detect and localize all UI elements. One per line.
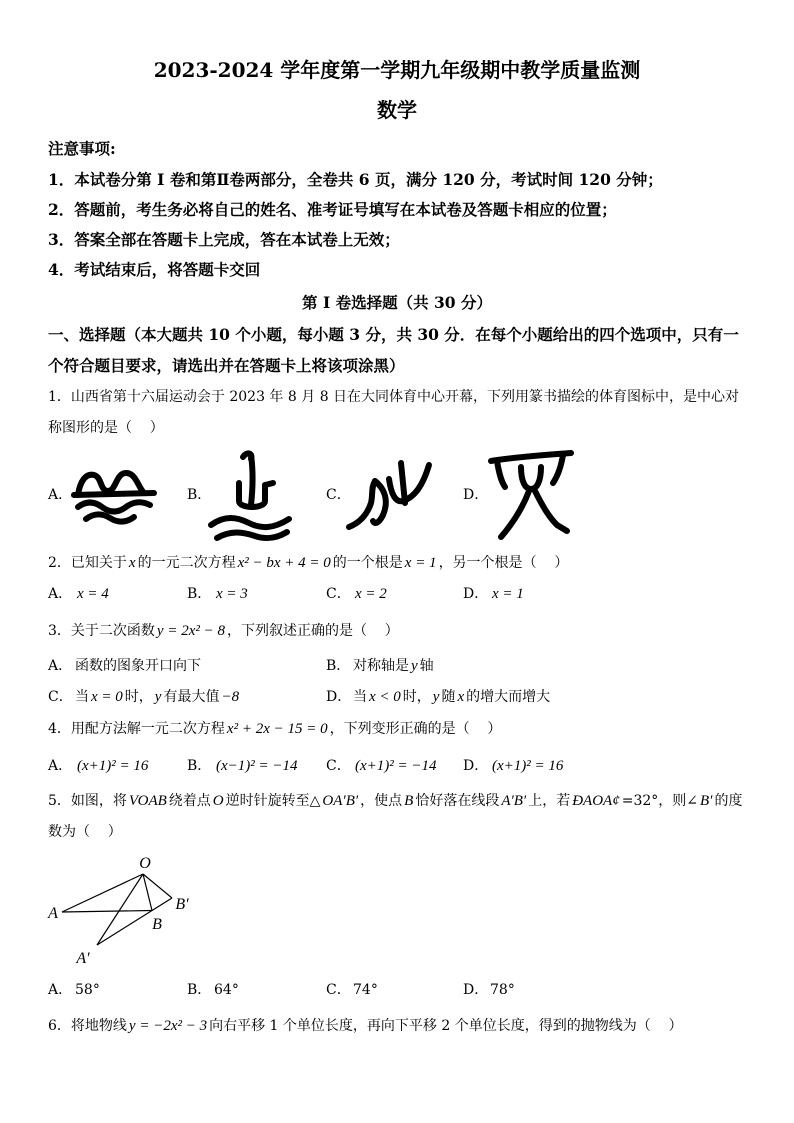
option-label: D． <box>326 689 352 705</box>
subject-title: 数学 <box>377 98 417 122</box>
option-label: A． <box>48 658 73 674</box>
option-content <box>75 982 100 998</box>
question-6-stem <box>48 1011 748 1042</box>
seal-swimming-icon <box>70 445 160 545</box>
seal-weightlifting-icon <box>485 445 575 545</box>
option-label: C． <box>326 487 351 503</box>
math-expression: (x+1)² = 16 <box>492 758 564 774</box>
question-4-option-d <box>463 751 565 782</box>
question-3-option-c <box>48 682 241 713</box>
question-3-option-d <box>326 682 550 713</box>
option-label: A． <box>48 982 73 998</box>
math-expression: VOAB <box>128 793 167 809</box>
question-4-stem <box>48 714 748 745</box>
option-content <box>353 658 434 674</box>
math-expression: x = 0 <box>91 689 123 705</box>
math-expression: x = 3 <box>216 586 248 602</box>
question-2-stem <box>48 548 748 579</box>
option-content <box>214 758 300 774</box>
math-expression: y = −2x² − 3 <box>128 1018 208 1034</box>
text-segment: ，下列变形正确的是 <box>329 721 456 737</box>
answer-blank: （ ） <box>455 721 502 737</box>
question-5-stem <box>48 786 748 848</box>
seal-rowing-icon <box>205 445 295 545</box>
text-segment: 轴 <box>419 658 434 674</box>
question-4-option-c <box>326 751 439 782</box>
text-segment: 逆时针旋转至△ <box>225 793 321 809</box>
math-expression: A′B′ <box>501 793 527 809</box>
math-expression: x <box>128 555 136 571</box>
option-label: C． <box>326 982 351 998</box>
text-segment: 5．如图，将 <box>48 793 127 809</box>
option-content <box>75 586 111 602</box>
label-b: B <box>152 916 162 933</box>
question-5-option-d <box>463 975 515 1006</box>
option-label: B． <box>187 758 212 774</box>
option-content <box>353 982 378 998</box>
option-content <box>353 586 389 602</box>
text-segment: 的度数为 <box>48 793 743 840</box>
notice-item-2: 2．答题前，考生务必将自己的姓名、准考证号填写在本试卷及答题卡相应的位置； <box>48 200 617 219</box>
math-expression: B′ <box>700 793 713 809</box>
text-segment: 对称轴是 <box>353 658 409 674</box>
section-title: 第 I 卷选择题（共 30 分） <box>302 293 492 312</box>
text-segment: 恰好落在线段 <box>415 793 500 809</box>
question-5-option-a <box>48 975 100 1006</box>
question-3-option-b <box>326 651 434 682</box>
math-expression: (x+1)² = −14 <box>355 758 437 774</box>
label-a-prime: A′ <box>76 950 90 967</box>
option-label: A． <box>48 487 73 503</box>
math-expression: B <box>404 793 414 809</box>
option-content <box>490 982 515 998</box>
text-segment: ，使点 <box>360 793 403 809</box>
option-content <box>490 586 526 602</box>
question-3-option-a <box>48 651 201 682</box>
math-expression: x = 2 <box>355 586 387 602</box>
math-expression: x = 4 <box>77 586 109 602</box>
exam-title: 2023-2024 学年度第一学期九年级期中教学质量监测 <box>153 58 641 82</box>
text-segment: 4．用配方法解一元二次方程 <box>48 721 225 737</box>
notice-item-1: 1．本试卷分第 I 卷和第Ⅱ卷两部分，全卷共 6 页，满分 120 分，考试时间 120 分钟； <box>48 170 663 189</box>
text-segment: 的一元二次方程 <box>137 555 236 571</box>
notice-item-4: 4．考试结束后，将答题卡交回 <box>48 260 261 279</box>
label-a: A <box>48 905 58 922</box>
question-2-option-a <box>48 579 111 610</box>
math-expression: OA′B′ <box>322 793 359 809</box>
text-segment: 函数的图象开口向下 <box>75 658 201 674</box>
answer-blank: （ ） <box>352 623 399 639</box>
math-expression: y = 2x² − 8 <box>156 623 225 639</box>
text-segment: 78° <box>490 982 515 998</box>
label-o: O <box>139 855 151 872</box>
question-3-stem <box>48 616 748 647</box>
text-segment: 绕着点 <box>168 793 211 809</box>
option-content <box>75 758 150 774</box>
text-segment: 74° <box>353 982 378 998</box>
text-segment: 随 <box>441 689 456 705</box>
option-content <box>490 758 565 774</box>
answer-blank: （ ） <box>118 420 164 436</box>
option-label: C． <box>326 586 351 602</box>
answer-blank: （ ） <box>636 1018 683 1034</box>
text-segment: 58° <box>75 982 100 998</box>
option-content <box>75 689 241 705</box>
text-segment: 的一个根是 <box>332 555 403 571</box>
text-segment: 时， <box>402 689 431 705</box>
option-label: D． <box>463 487 489 503</box>
segment-ob <box>143 874 152 911</box>
notice-heading: 注意事项: <box>48 139 116 158</box>
math-expression: (x+1)² = 16 <box>77 758 149 774</box>
option-label: A． <box>48 586 73 602</box>
question-4-option-a <box>48 751 150 782</box>
option-label: D． <box>463 586 489 602</box>
text-segment: 向右平移 1 个单位长度，再向下平移 2 个单位长度，得到的抛物线为 <box>209 1018 637 1034</box>
option-label: D． <box>463 982 489 998</box>
question-2-option-b <box>187 579 250 610</box>
text-segment: 当 <box>353 689 367 705</box>
question-2-option-d <box>463 579 526 610</box>
segment-ab <box>62 911 152 913</box>
question-4-option-b <box>187 751 300 782</box>
option-label: B． <box>187 982 212 998</box>
math-expression: x = 1 <box>404 555 437 571</box>
answer-blank: （ ） <box>76 824 122 840</box>
text-segment: =32°，则∠ <box>621 793 698 809</box>
question-5-option-c <box>326 975 378 1006</box>
label-b-prime: B′ <box>175 896 189 913</box>
math-expression: −8 <box>221 689 240 705</box>
option-label: B． <box>187 487 212 503</box>
text-segment: 有最大值 <box>163 689 220 705</box>
option-label: D． <box>463 758 489 774</box>
math-expression: x <box>457 689 465 705</box>
option-label: C． <box>48 689 73 705</box>
question-1-stem <box>48 382 748 444</box>
option-content <box>214 982 239 998</box>
text-segment: 当 <box>75 689 89 705</box>
seal-running-icon <box>345 445 435 545</box>
text-segment: 时， <box>124 689 153 705</box>
math-expression: y <box>411 658 418 674</box>
math-expression: x = 1 <box>492 586 524 602</box>
text-segment: 2．已知关于 <box>48 555 127 571</box>
text-segment: ，下列叙述正确的是 <box>226 623 353 639</box>
text-segment: 64° <box>214 982 239 998</box>
question-2-option-c <box>326 579 389 610</box>
option-label: C． <box>326 758 351 774</box>
text-segment: 上，若 <box>528 793 571 809</box>
text-segment: 6．将地物线 <box>48 1018 127 1034</box>
notice-item-3: 3．答案全部在答题卡上完成，答在本试卷上无效； <box>48 230 400 249</box>
question-5-option-b <box>187 975 239 1006</box>
text-segment: 1．山西省第十六届运动会于 2023 年 8 月 8 日在大同体育中心开幕，下列用篆书描绘的体育图标中，是中心对称图形的是 <box>48 389 740 436</box>
text-segment: ，另一个根是 <box>438 555 523 571</box>
segment-ob-prime <box>143 874 172 898</box>
option-content <box>214 586 250 602</box>
rotation-figure <box>40 850 200 975</box>
option-content <box>353 689 550 705</box>
option-content <box>353 758 439 774</box>
math-expression: y <box>432 689 440 705</box>
option-content <box>75 658 201 674</box>
math-expression: x² − bx + 4 = 0 <box>237 555 331 571</box>
option-label: B． <box>187 586 212 602</box>
math-expression: x² + 2x − 15 = 0 <box>226 721 328 737</box>
option-label: A． <box>48 758 73 774</box>
math-expression: x < 0 <box>369 689 401 705</box>
option-label: B． <box>326 658 351 674</box>
section-instruction: 一、选择题（本大题共 10 个小题，每小题 3 分，共 30 分．在每个小题给出的四个选项中，只有一个符合题目要求，请选出并在答题卡上将该项涂黑） <box>48 325 739 375</box>
text-segment: 的增大而增大 <box>466 689 551 705</box>
math-expression: (x−1)² = −14 <box>216 758 298 774</box>
text-segment: 3．关于二次函数 <box>48 623 155 639</box>
answer-blank: （ ） <box>522 555 569 571</box>
math-expression: ÐAOA¢ <box>572 793 620 809</box>
math-expression: y <box>154 689 162 705</box>
math-expression: O <box>212 793 224 809</box>
